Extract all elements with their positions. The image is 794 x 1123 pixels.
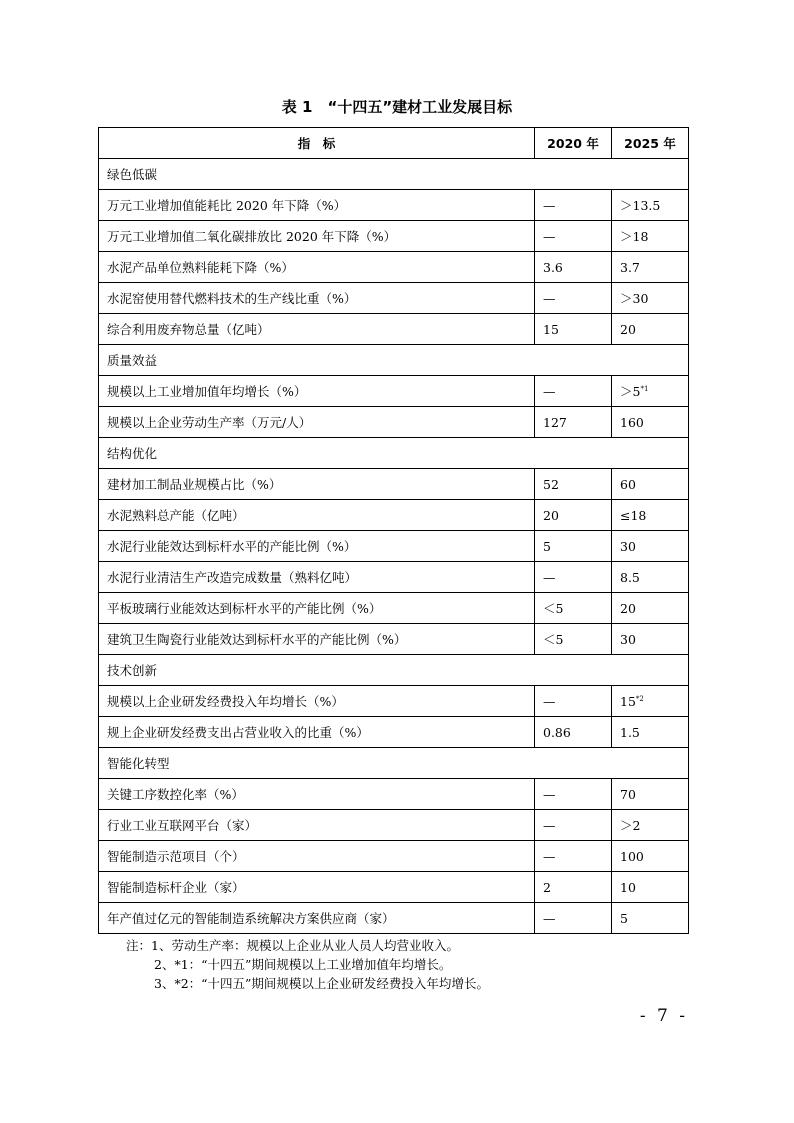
footnote: 3、*2：“十四五”期间规模以上企业研发经费投入年均增长。 [154, 976, 489, 991]
indicator-cell: 规模以上工业增加值年均增长（%） [99, 376, 535, 407]
value-2020-cell: 127 [535, 407, 612, 438]
section-row [99, 655, 689, 686]
value-2020-cell: — [535, 810, 612, 841]
header-indicator: 指 标 [99, 128, 535, 159]
value-2025-cell [612, 841, 689, 872]
value-2025-cell [612, 593, 689, 624]
indicator-cell: 智能制造示范项目（个） [99, 841, 535, 872]
value-2025: 70 [620, 786, 636, 802]
value-2020-cell: — [535, 190, 612, 221]
footnote: 注：1、劳动生产率：规模以上企业从业人员人均营业收入。 [126, 938, 459, 953]
value-2020-cell: 15 [535, 314, 612, 345]
indicator-cell: 水泥产品单位熟料能耗下降（%） [99, 252, 535, 283]
table-row [99, 252, 689, 283]
value-2025: 1.5 [620, 724, 640, 740]
table-body [99, 159, 689, 934]
indicator-cell: 万元工业增加值能耗比 2020 年下降（%） [99, 190, 535, 221]
indicator-cell: 水泥行业能效达到标杆水平的产能比例（%） [99, 531, 535, 562]
value-2025: 60 [620, 476, 636, 492]
value-2025-cell [612, 252, 689, 283]
table-row [99, 779, 689, 810]
value-2025: 20 [620, 600, 636, 616]
header-row [99, 128, 689, 159]
table-row [99, 810, 689, 841]
section-row [99, 438, 689, 469]
section-row [99, 748, 689, 779]
section-title: 结构优化 [99, 438, 689, 469]
value-2025-cell [612, 717, 689, 748]
indicator-cell: 综合利用废弃物总量（亿吨） [99, 314, 535, 345]
table-row [99, 407, 689, 438]
indicator-cell: 水泥窑使用替代燃料技术的生产线比重（%） [99, 283, 535, 314]
indicator-cell: 水泥熟料总产能（亿吨） [99, 500, 535, 531]
value-2025-cell [612, 810, 689, 841]
table-row [99, 221, 689, 252]
value-2025: 100 [620, 848, 644, 864]
table-row [99, 562, 689, 593]
indicator-cell: 智能制造标杆企业（家） [99, 872, 535, 903]
value-2020-cell: 2 [535, 872, 612, 903]
value-2020-cell: — [535, 376, 612, 407]
value-2025-cell [612, 469, 689, 500]
section-row [99, 159, 689, 190]
value-2020-cell: ＜5 [535, 624, 612, 655]
value-2025: 30 [620, 631, 636, 647]
table-row [99, 500, 689, 531]
table-row [99, 593, 689, 624]
value-2020-cell: ＜5 [535, 593, 612, 624]
value-2025-cell [612, 283, 689, 314]
value-2025: ≤18 [620, 507, 647, 523]
section-title: 智能化转型 [99, 748, 689, 779]
value-2025-cell [612, 407, 689, 438]
indicator-cell: 关键工序数控化率（%） [99, 779, 535, 810]
value-2025-cell [612, 190, 689, 221]
indicator-cell: 平板玻璃行业能效达到标杆水平的产能比例（%） [99, 593, 535, 624]
value-2025-cell [612, 531, 689, 562]
value-2025-cell [612, 903, 689, 934]
value-2020-cell: 52 [535, 469, 612, 500]
section-title: 绿色低碳 [99, 159, 689, 190]
section-title: 质量效益 [99, 345, 689, 376]
table-row [99, 190, 689, 221]
table-row [99, 531, 689, 562]
value-2025: 10 [620, 879, 636, 895]
value-2025: ＞30 [620, 291, 649, 306]
value-2020-cell: — [535, 221, 612, 252]
value-2025: ＞13.5 [620, 198, 661, 213]
indicator-cell: 规模以上企业劳动生产率（万元/人） [99, 407, 535, 438]
targets-table [98, 127, 689, 934]
table-row [99, 376, 689, 407]
value-2025: ＞18 [620, 229, 649, 244]
value-2025: 15 [620, 693, 636, 709]
table-row [99, 717, 689, 748]
table-row [99, 686, 689, 717]
value-2025-cell [612, 624, 689, 655]
indicator-cell: 年产值过亿元的智能制造系统解决方案供应商（家） [99, 903, 535, 934]
footnotes [126, 936, 489, 993]
table-row [99, 624, 689, 655]
table-title: 表 1 “十四五”建材工业发展目标 [281, 98, 513, 116]
section-row [99, 345, 689, 376]
value-2020-cell: — [535, 903, 612, 934]
indicator-cell: 建材加工制品业规模占比（%） [99, 469, 535, 500]
table-row [99, 872, 689, 903]
table-row [99, 841, 689, 872]
value-2020-cell: 20 [535, 500, 612, 531]
table-row [99, 903, 689, 934]
indicator-cell: 万元工业增加值二氧化碳排放比 2020 年下降（%） [99, 221, 535, 252]
footnote: 2、*1：“十四五”期间规模以上工业增加值年均增长。 [154, 957, 452, 972]
footnote-marker: *2 [635, 694, 644, 703]
value-2025-cell [612, 221, 689, 252]
value-2025-cell [612, 872, 689, 903]
value-2025: 8.5 [620, 569, 640, 585]
value-2025-cell [612, 779, 689, 810]
section-title: 技术创新 [99, 655, 689, 686]
indicator-cell: 行业工业互联网平台（家） [99, 810, 535, 841]
value-2025-cell [612, 376, 689, 407]
indicator-cell: 规模以上企业研发经费投入年均增长（%） [99, 686, 535, 717]
footnote-marker: *1 [640, 384, 649, 393]
value-2020-cell: — [535, 841, 612, 872]
header-2025: 2025 年 [612, 128, 689, 159]
value-2020-cell: 0.86 [535, 717, 612, 748]
indicator-cell: 规上企业研发经费支出占营业收入的比重（%） [99, 717, 535, 748]
value-2020-cell: — [535, 562, 612, 593]
value-2020-cell: 3.6 [535, 252, 612, 283]
table-row [99, 314, 689, 345]
value-2025: 160 [620, 414, 644, 430]
value-2020-cell: — [535, 686, 612, 717]
value-2025-cell [612, 500, 689, 531]
page-number: - 7 - [639, 1006, 688, 1026]
table-row [99, 283, 689, 314]
value-2025: 3.7 [620, 259, 640, 275]
value-2020-cell: — [535, 283, 612, 314]
value-2025: ＞5 [620, 384, 641, 399]
value-2025: ＞2 [620, 818, 641, 833]
value-2020-cell: 5 [535, 531, 612, 562]
value-2025-cell [612, 562, 689, 593]
indicator-cell: 建筑卫生陶瓷行业能效达到标杆水平的产能比例（%） [99, 624, 535, 655]
table-row [99, 469, 689, 500]
value-2020-cell: — [535, 779, 612, 810]
value-2025: 20 [620, 321, 636, 337]
value-2025-cell [612, 314, 689, 345]
header-2020: 2020 年 [535, 128, 612, 159]
indicator-cell: 水泥行业清洁生产改造完成数量（熟料亿吨） [99, 562, 535, 593]
value-2025: 5 [620, 910, 628, 926]
value-2025-cell [612, 686, 689, 717]
value-2025: 30 [620, 538, 636, 554]
